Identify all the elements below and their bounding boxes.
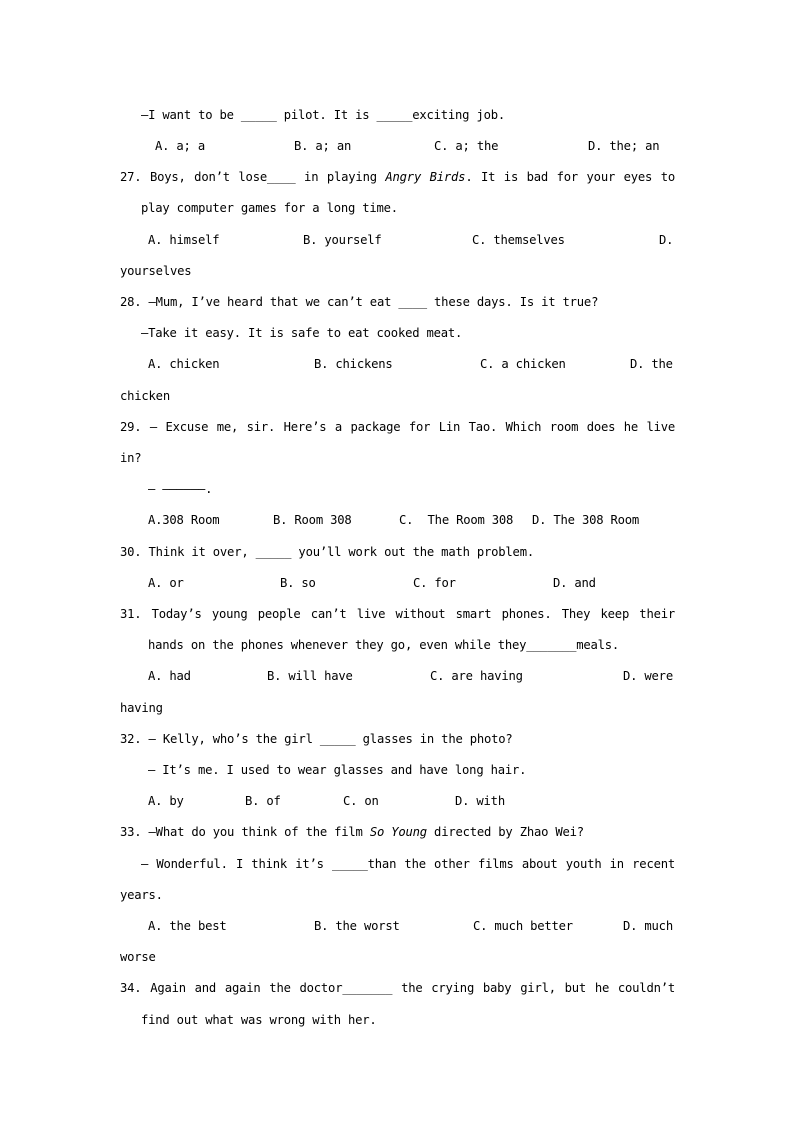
q26-option-d: D. the; an bbox=[588, 139, 660, 153]
q28-option-c: C. a chicken bbox=[480, 357, 566, 371]
q33-film-title: So Young bbox=[369, 825, 427, 839]
q29-option-b: B. Room 308 bbox=[273, 513, 352, 527]
q34-stem: 34. Again and again the doctor_______ the crying baby girl, but he couldn’t bbox=[120, 981, 675, 995]
q30-option-d: D. and bbox=[553, 576, 596, 590]
q33-option-d-cont: worse bbox=[120, 950, 156, 964]
q29-reply: — ——————. bbox=[148, 482, 213, 496]
q31-stem: 31. Today’s young people can’t live without smart phones. They keep their bbox=[120, 607, 675, 621]
q26-stem: —I want to be _____ pilot. It is _____exciting job. bbox=[141, 108, 506, 122]
q30-option-a: A. or bbox=[148, 576, 184, 590]
q31-option-d: D. were bbox=[623, 669, 673, 683]
q26-option-b: B. a; an bbox=[294, 139, 352, 153]
q30-option-b: B. so bbox=[280, 576, 316, 590]
q26-option-c: C. a; the bbox=[434, 139, 499, 153]
q33-option-b: B. the worst bbox=[314, 919, 400, 933]
q32-option-b: B. of bbox=[245, 794, 281, 808]
q32-option-c: C. on bbox=[343, 794, 379, 808]
q27-game-title: Angry Birds bbox=[385, 170, 466, 184]
q29-stem: 29. — Excuse me, sir. Here’s a package for Lin Tao. Which room does he live bbox=[120, 420, 675, 434]
q31-option-d-cont: having bbox=[120, 701, 163, 715]
q31-option-a: A. had bbox=[148, 669, 191, 683]
q27-stem: 27. Boys, don’t lose____ in playing Angry Birds. It is bad for your eyes to bbox=[120, 170, 675, 184]
q28-stem: 28. —Mum, I’ve heard that we can’t eat ____ these days. Is it true? bbox=[120, 295, 599, 309]
q32-option-d: D. with bbox=[455, 794, 505, 808]
q33-stem: 33. —What do you think of the film So Young directed by Zhao Wei? bbox=[120, 825, 584, 839]
q28-option-d-cont: chicken bbox=[120, 389, 170, 403]
q27-option-d: D. bbox=[659, 233, 674, 247]
q28-option-a: A. chicken bbox=[148, 357, 220, 371]
q28-reply: —Take it easy. It is safe to eat cooked meat. bbox=[141, 326, 463, 340]
q33-reply: — Wonderful. I think it’s _____than the other films about youth in recent bbox=[141, 857, 675, 871]
q30-stem: 30. Think it over, _____ you’ll work out the math problem. bbox=[120, 545, 534, 559]
q29-stem-cont: in? bbox=[120, 451, 142, 465]
q31-stem-cont: hands on the phones whenever they go, even while they_______meals. bbox=[148, 638, 620, 652]
q33-option-a: A. the best bbox=[148, 919, 227, 933]
q32-option-a: A. by bbox=[148, 794, 184, 808]
q32-reply: — It’s me. I used to wear glasses and have long hair. bbox=[148, 763, 527, 777]
q32-stem: 32. — Kelly, who’s the girl _____ glasses in the photo? bbox=[120, 732, 513, 746]
q29-option-c: C. The Room 308 bbox=[399, 513, 514, 527]
q27-stem-cont: play computer games for a long time. bbox=[141, 201, 398, 215]
q33-option-c: C. much better bbox=[473, 919, 573, 933]
q29-option-a: A.308 Room bbox=[148, 513, 220, 527]
q27-option-c: C. themselves bbox=[472, 233, 565, 247]
q27-option-a: A. himself bbox=[148, 233, 220, 247]
q34-stem-cont: find out what was wrong with her. bbox=[141, 1013, 377, 1027]
q31-option-c: C. are having bbox=[430, 669, 523, 683]
q27-option-b: B. yourself bbox=[303, 233, 382, 247]
q30-option-c: C. for bbox=[413, 576, 456, 590]
q28-option-d: D. the bbox=[630, 357, 673, 371]
q33-option-d: D. much bbox=[623, 919, 673, 933]
q29-option-d: D. The 308 Room bbox=[532, 513, 640, 527]
q27-option-d-cont: yourselves bbox=[120, 264, 192, 278]
q26-option-a: A. a; a bbox=[155, 139, 205, 153]
q28-option-b: B. chickens bbox=[314, 357, 393, 371]
q31-option-b: B. will have bbox=[267, 669, 353, 683]
q33-reply-cont: years. bbox=[120, 888, 163, 902]
